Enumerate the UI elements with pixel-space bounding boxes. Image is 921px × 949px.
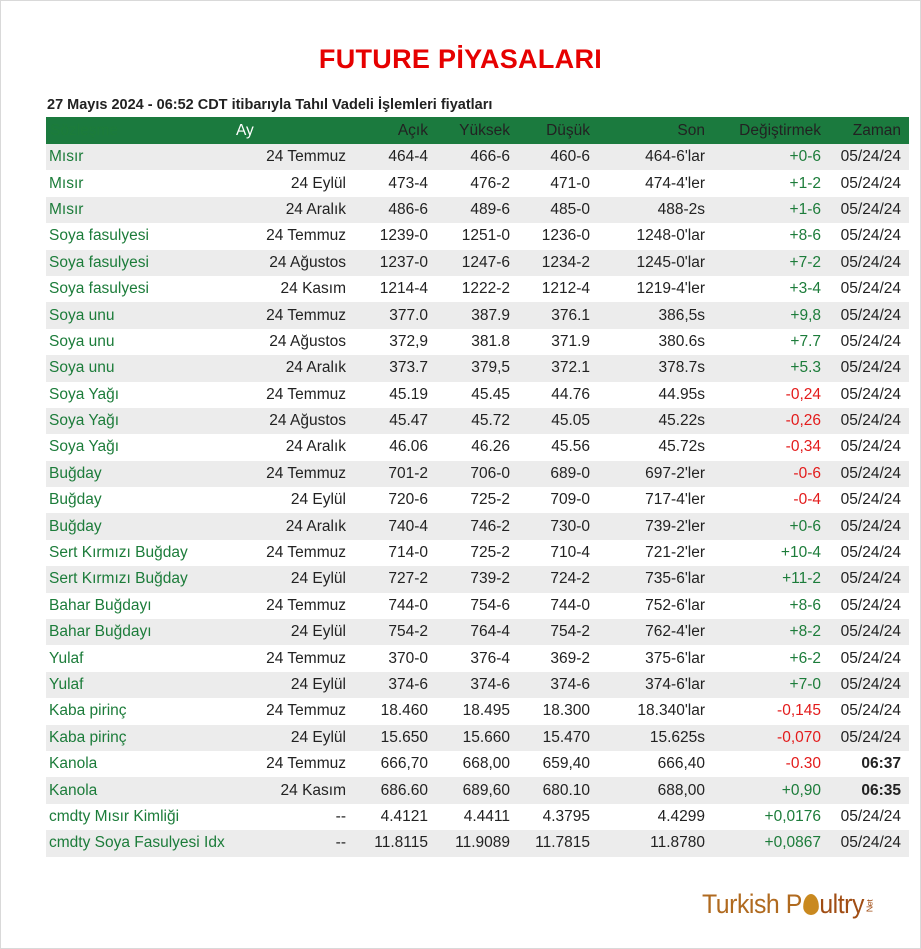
cell-change: +1-2: [713, 170, 829, 196]
cell-time: 05/24/24: [829, 645, 909, 671]
cell-month: 24 Ağustos: [234, 329, 354, 355]
cell-change: -0-6: [713, 461, 829, 487]
cell-time: 05/24/24: [829, 513, 909, 539]
cell-change: +0,0176: [713, 804, 829, 830]
cell-low: 730-0: [518, 513, 598, 539]
cell-contract[interactable]: Kanola: [46, 751, 234, 777]
cell-low: 1236-0: [518, 223, 598, 249]
cell-time: 05/24/24: [829, 434, 909, 460]
cell-time: 06:35: [829, 777, 909, 803]
cell-time: 05/24/24: [829, 276, 909, 302]
cell-high: 1222-2: [436, 276, 518, 302]
cell-change: +0-6: [713, 513, 829, 539]
cell-last: 735-6'lar: [598, 566, 713, 592]
cell-low: 374-6: [518, 672, 598, 698]
table-row[interactable]: [46, 408, 909, 434]
table-row[interactable]: [46, 619, 909, 645]
cell-open: 46.06: [354, 434, 436, 460]
cell-high: 725-2: [436, 540, 518, 566]
cell-time: 05/24/24: [829, 540, 909, 566]
cell-contract[interactable]: Yulaf: [46, 672, 234, 698]
cell-low: 18.300: [518, 698, 598, 724]
cell-contract[interactable]: Buğday: [46, 461, 234, 487]
cell-change: +9,8: [713, 302, 829, 328]
cell-last: 488-2s: [598, 197, 713, 223]
cell-last: 45.22s: [598, 408, 713, 434]
cell-contract[interactable]: Mısır: [46, 197, 234, 223]
cell-open: 464-4: [354, 144, 436, 170]
cell-low: 754-2: [518, 619, 598, 645]
cell-open: 701-2: [354, 461, 436, 487]
table-row[interactable]: [46, 672, 909, 698]
cell-month: 24 Temmuz: [234, 751, 354, 777]
cell-month: --: [234, 830, 354, 856]
table-row[interactable]: [46, 540, 909, 566]
cell-last: 4.4299: [598, 804, 713, 830]
cell-open: 666,70: [354, 751, 436, 777]
cell-contract[interactable]: Soya Yağı: [46, 408, 234, 434]
table-row[interactable]: [46, 434, 909, 460]
cell-high: 1251-0: [436, 223, 518, 249]
cell-high: 18.495: [436, 698, 518, 724]
table-row[interactable]: [46, 698, 909, 724]
cell-high: 46.26: [436, 434, 518, 460]
table-row[interactable]: [46, 382, 909, 408]
cell-last: 762-4'ler: [598, 619, 713, 645]
cell-open: 720-6: [354, 487, 436, 513]
cell-change: +8-6: [713, 593, 829, 619]
table-row[interactable]: [46, 593, 909, 619]
cell-contract[interactable]: Soya fasulyesi: [46, 276, 234, 302]
table-row[interactable]: [46, 250, 909, 276]
cell-high: 4.4411: [436, 804, 518, 830]
table-row[interactable]: [46, 804, 909, 830]
cell-time: 05/24/24: [829, 672, 909, 698]
cell-contract[interactable]: Soya unu: [46, 355, 234, 381]
cell-month: 24 Temmuz: [234, 593, 354, 619]
cell-contract[interactable]: Soya fasulyesi: [46, 223, 234, 249]
cell-open: 1237-0: [354, 250, 436, 276]
cell-low: 371.9: [518, 329, 598, 355]
cell-low: 45.56: [518, 434, 598, 460]
cell-low: 485-0: [518, 197, 598, 223]
cell-low: 44.76: [518, 382, 598, 408]
cell-month: 24 Temmuz: [234, 302, 354, 328]
cell-low: 659,40: [518, 751, 598, 777]
table-row[interactable]: [46, 645, 909, 671]
cell-high: 15.660: [436, 725, 518, 751]
cell-month: 24 Ağustos: [234, 408, 354, 434]
cell-change: +8-6: [713, 223, 829, 249]
table-row[interactable]: [46, 170, 909, 196]
cell-time: 05/24/24: [829, 408, 909, 434]
table-row[interactable]: [46, 197, 909, 223]
cell-month: 24 Temmuz: [234, 223, 354, 249]
table-row[interactable]: [46, 751, 909, 777]
cell-contract[interactable]: Buğday: [46, 513, 234, 539]
cell-last: 464-6'lar: [598, 144, 713, 170]
cell-high: 45.45: [436, 382, 518, 408]
cell-open: 714-0: [354, 540, 436, 566]
cell-change: -0,070: [713, 725, 829, 751]
cell-time: 05/24/24: [829, 250, 909, 276]
cell-last: 44.95s: [598, 382, 713, 408]
cell-contract[interactable]: Kanola: [46, 777, 234, 803]
table-row[interactable]: [46, 329, 909, 355]
cell-open: 373.7: [354, 355, 436, 381]
cell-month: 24 Temmuz: [234, 461, 354, 487]
cell-open: 1214-4: [354, 276, 436, 302]
turkish-poultry-logo: [702, 889, 874, 920]
cell-contract[interactable]: cmdty Mısır Kimliği: [46, 804, 234, 830]
cell-time: 06:37: [829, 751, 909, 777]
cell-low: 1234-2: [518, 250, 598, 276]
cell-contract[interactable]: cmdty Soya Fasulyesi Idx: [46, 830, 234, 856]
cell-last: 15.625s: [598, 725, 713, 751]
cell-last: 752-6'lar: [598, 593, 713, 619]
cell-open: 18.460: [354, 698, 436, 724]
col-header-dusuk[interactable]: Düşük: [518, 117, 598, 144]
cell-time: 05/24/24: [829, 804, 909, 830]
cell-high: 668,00: [436, 751, 518, 777]
cell-low: 680.10: [518, 777, 598, 803]
cell-month: 24 Aralık: [234, 197, 354, 223]
cell-high: 689,60: [436, 777, 518, 803]
cell-month: 24 Eylül: [234, 725, 354, 751]
table-row[interactable]: [46, 276, 909, 302]
cell-contract[interactable]: Kaba pirinç: [46, 725, 234, 751]
cell-change: -0.30: [713, 751, 829, 777]
cell-contract[interactable]: Yulaf: [46, 645, 234, 671]
cell-open: 374-6: [354, 672, 436, 698]
cell-high: 739-2: [436, 566, 518, 592]
cell-month: 24 Aralık: [234, 513, 354, 539]
cell-change: +6-2: [713, 645, 829, 671]
cell-time: 05/24/24: [829, 382, 909, 408]
table-row[interactable]: [46, 566, 909, 592]
cell-change: -0-4: [713, 487, 829, 513]
col-header-zaman[interactable]: Zaman: [829, 117, 909, 144]
cell-month: 24 Eylül: [234, 566, 354, 592]
cell-month: 24 Temmuz: [234, 698, 354, 724]
cell-time: 05/24/24: [829, 329, 909, 355]
cell-contract[interactable]: Soya unu: [46, 329, 234, 355]
cell-time: 05/24/24: [829, 461, 909, 487]
col-header-acik[interactable]: Açık: [354, 117, 436, 144]
table-row[interactable]: [46, 777, 909, 803]
cell-change: -0,34: [713, 434, 829, 460]
logo-text-end: ultry: [819, 889, 864, 919]
futures-table: [46, 117, 909, 857]
cell-time: 05/24/24: [829, 170, 909, 196]
cell-high: 746-2: [436, 513, 518, 539]
table-row[interactable]: [46, 830, 909, 856]
cell-contract[interactable]: Mısır: [46, 144, 234, 170]
cell-last: 375-6'lar: [598, 645, 713, 671]
col-header-sozlesme[interactable]: Sözleşme: [46, 117, 234, 144]
cell-high: 381.8: [436, 329, 518, 355]
logo-suffix: Net: [864, 899, 874, 913]
table-row[interactable]: [46, 223, 909, 249]
cell-change: +0-6: [713, 144, 829, 170]
cell-last: 721-2'ler: [598, 540, 713, 566]
cell-time: 05/24/24: [829, 197, 909, 223]
cell-low: 709-0: [518, 487, 598, 513]
col-header-yuksek[interactable]: Yüksek: [436, 117, 518, 144]
table-row[interactable]: [46, 302, 909, 328]
cell-low: 471-0: [518, 170, 598, 196]
cell-low: 45.05: [518, 408, 598, 434]
cell-high: 706-0: [436, 461, 518, 487]
egg-icon: [803, 894, 819, 915]
cell-last: 688,00: [598, 777, 713, 803]
cell-open: 15.650: [354, 725, 436, 751]
cell-month: 24 Kasım: [234, 276, 354, 302]
cell-change: +7-0: [713, 672, 829, 698]
table-row[interactable]: [46, 725, 909, 751]
cell-change: -0,145: [713, 698, 829, 724]
cell-last: 474-4'ler: [598, 170, 713, 196]
col-header-degistirmek[interactable]: Değiştirmek: [713, 117, 829, 144]
cell-time: 05/24/24: [829, 725, 909, 751]
cell-time: 05/24/24: [829, 487, 909, 513]
cell-high: 379,5: [436, 355, 518, 381]
cell-low: 372.1: [518, 355, 598, 381]
cell-open: 11.8115: [354, 830, 436, 856]
cell-open: 370-0: [354, 645, 436, 671]
cell-contract[interactable]: Bahar Buğdayı: [46, 619, 234, 645]
cell-month: 24 Eylül: [234, 619, 354, 645]
cell-last: 666,40: [598, 751, 713, 777]
cell-change: +0,90: [713, 777, 829, 803]
cell-last: 739-2'ler: [598, 513, 713, 539]
cell-open: 754-2: [354, 619, 436, 645]
cell-time: 05/24/24: [829, 830, 909, 856]
cell-time: 05/24/24: [829, 355, 909, 381]
cell-change: +1-6: [713, 197, 829, 223]
cell-month: 24 Temmuz: [234, 540, 354, 566]
cell-last: 1219-4'ler: [598, 276, 713, 302]
cell-high: 387.9: [436, 302, 518, 328]
cell-month: --: [234, 804, 354, 830]
cell-low: 376.1: [518, 302, 598, 328]
cell-contract[interactable]: Kaba pirinç: [46, 698, 234, 724]
cell-contract[interactable]: Soya Yağı: [46, 434, 234, 460]
cell-high: 1247-6: [436, 250, 518, 276]
col-header-son[interactable]: Son: [598, 117, 713, 144]
cell-contract[interactable]: Soya fasulyesi: [46, 250, 234, 276]
cell-high: 466-6: [436, 144, 518, 170]
cell-last: 386,5s: [598, 302, 713, 328]
cell-low: 4.3795: [518, 804, 598, 830]
cell-low: 369-2: [518, 645, 598, 671]
cell-last: 697-2'ler: [598, 461, 713, 487]
cell-low: 744-0: [518, 593, 598, 619]
cell-month: 24 Eylül: [234, 170, 354, 196]
table-row[interactable]: [46, 355, 909, 381]
cell-time: 05/24/24: [829, 619, 909, 645]
cell-time: 05/24/24: [829, 593, 909, 619]
cell-last: 1248-0'lar: [598, 223, 713, 249]
cell-low: 689-0: [518, 461, 598, 487]
cell-low: 460-6: [518, 144, 598, 170]
table-row[interactable]: [46, 461, 909, 487]
cell-open: 45.47: [354, 408, 436, 434]
cell-low: 710-4: [518, 540, 598, 566]
cell-time: 05/24/24: [829, 302, 909, 328]
col-header-ay[interactable]: Ay: [234, 117, 354, 144]
table-header-row: [46, 117, 909, 144]
table-row[interactable]: [46, 144, 909, 170]
cell-month: 24 Ağustos: [234, 250, 354, 276]
cell-change: +0,0867: [713, 830, 829, 856]
cell-last: 11.8780: [598, 830, 713, 856]
cell-change: +3-4: [713, 276, 829, 302]
cell-last: 378.7s: [598, 355, 713, 381]
cell-time: 05/24/24: [829, 566, 909, 592]
cell-month: 24 Temmuz: [234, 144, 354, 170]
cell-month: 24 Aralık: [234, 355, 354, 381]
cell-contract[interactable]: Sert Kırmızı Buğday: [46, 566, 234, 592]
table-row[interactable]: [46, 513, 909, 539]
cell-open: 372,9: [354, 329, 436, 355]
cell-change: -0,24: [713, 382, 829, 408]
cell-high: 725-2: [436, 487, 518, 513]
table-caption: 27 Mayıs 2024 - 06:52 CDT itibarıyla Tahıl Vadeli İşlemleri fiyatları: [47, 97, 493, 113]
cell-low: 15.470: [518, 725, 598, 751]
cell-last: 45.72s: [598, 434, 713, 460]
cell-high: 764-4: [436, 619, 518, 645]
cell-low: 1212-4: [518, 276, 598, 302]
cell-contract[interactable]: Sert Kırmızı Buğday: [46, 540, 234, 566]
cell-low: 11.7815: [518, 830, 598, 856]
cell-change: +11-2: [713, 566, 829, 592]
cell-open: 744-0: [354, 593, 436, 619]
cell-change: +10-4: [713, 540, 829, 566]
cell-change: +8-2: [713, 619, 829, 645]
cell-contract[interactable]: Buğday: [46, 487, 234, 513]
cell-last: 717-4'ler: [598, 487, 713, 513]
cell-open: 473-4: [354, 170, 436, 196]
cell-last: 1245-0'lar: [598, 250, 713, 276]
cell-open: 486-6: [354, 197, 436, 223]
cell-open: 727-2: [354, 566, 436, 592]
cell-change: +5.3: [713, 355, 829, 381]
page-title: FUTURE PİYASALARI: [318, 44, 603, 74]
cell-high: 376-4: [436, 645, 518, 671]
cell-contract[interactable]: Mısır: [46, 170, 234, 196]
cell-last: 380.6s: [598, 329, 713, 355]
cell-contract[interactable]: Soya unu: [46, 302, 234, 328]
cell-month: 24 Temmuz: [234, 645, 354, 671]
cell-high: 754-6: [436, 593, 518, 619]
cell-low: 724-2: [518, 566, 598, 592]
cell-high: 45.72: [436, 408, 518, 434]
cell-month: 24 Kasım: [234, 777, 354, 803]
cell-month: 24 Eylül: [234, 672, 354, 698]
cell-open: 1239-0: [354, 223, 436, 249]
cell-high: 489-6: [436, 197, 518, 223]
cell-last: 18.340'lar: [598, 698, 713, 724]
cell-time: 05/24/24: [829, 698, 909, 724]
cell-open: 45.19: [354, 382, 436, 408]
table-row[interactable]: [46, 487, 909, 513]
cell-time: 05/24/24: [829, 223, 909, 249]
cell-high: 11.9089: [436, 830, 518, 856]
cell-month: 24 Aralık: [234, 434, 354, 460]
cell-month: 24 Temmuz: [234, 382, 354, 408]
cell-open: 740-4: [354, 513, 436, 539]
logo-text-start: Turkish P: [702, 889, 802, 919]
cell-high: 374-6: [436, 672, 518, 698]
cell-open: 4.4121: [354, 804, 436, 830]
cell-time: 05/24/24: [829, 144, 909, 170]
cell-month: 24 Eylül: [234, 487, 354, 513]
cell-last: 374-6'lar: [598, 672, 713, 698]
cell-change: +7.7: [713, 329, 829, 355]
cell-open: 686.60: [354, 777, 436, 803]
cell-change: +7-2: [713, 250, 829, 276]
cell-contract[interactable]: Soya Yağı: [46, 382, 234, 408]
cell-contract[interactable]: Bahar Buğdayı: [46, 593, 234, 619]
cell-change: -0,26: [713, 408, 829, 434]
cell-open: 377.0: [354, 302, 436, 328]
cell-high: 476-2: [436, 170, 518, 196]
